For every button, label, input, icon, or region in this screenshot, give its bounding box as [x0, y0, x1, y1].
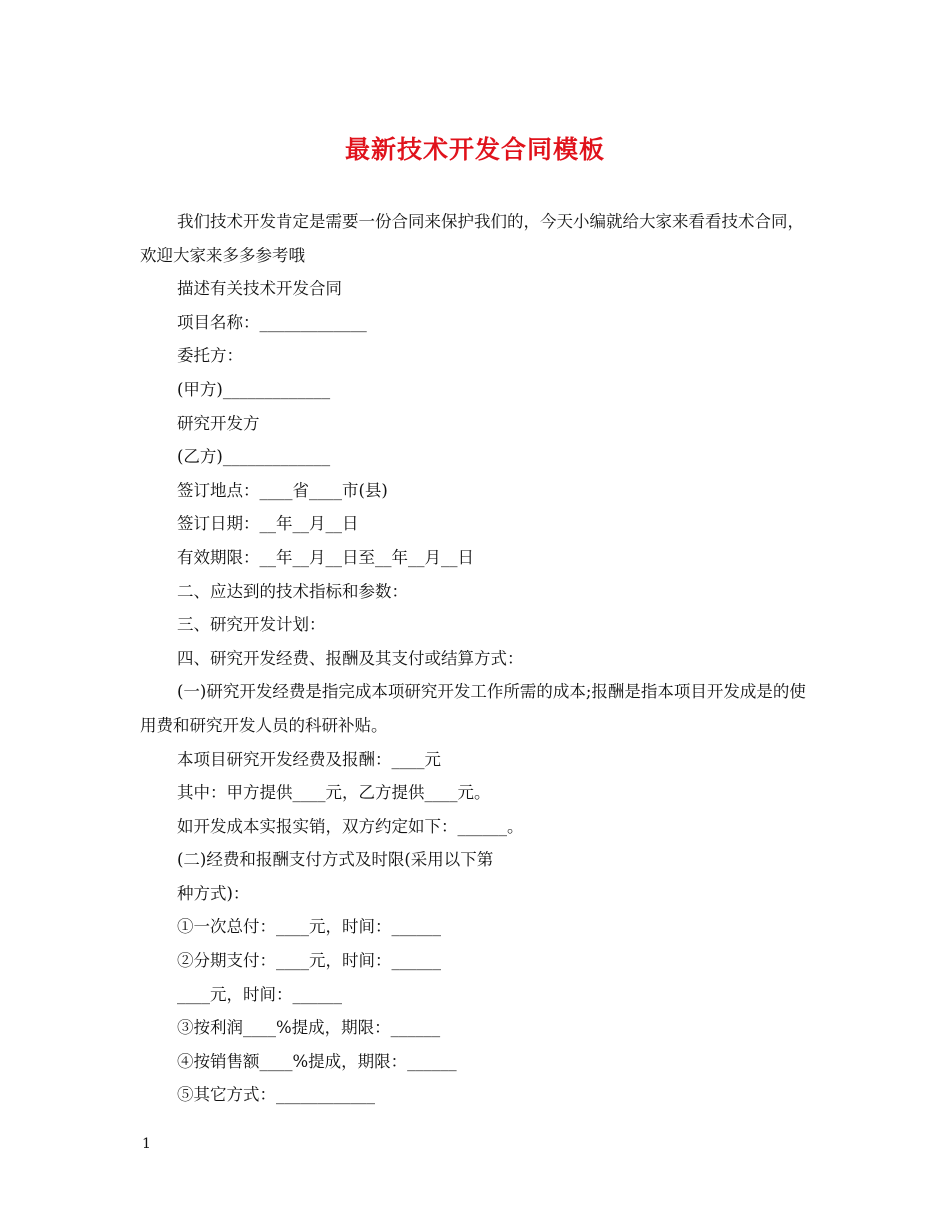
page-number: 1 [142, 1136, 151, 1152]
document-title: 最新技术开发合同模板 [344, 135, 605, 164]
payment-option-2-installment: ____元，时间：______ [177, 984, 342, 1004]
document-body [140, 205, 815, 1112]
funding-split-field: 其中：甲方提供____元，乙方提供____元。 [177, 783, 491, 803]
paragraph-description: 描述有关技术开发合同 [177, 279, 342, 299]
project-name-field: 项目名称：_____________ [177, 312, 367, 332]
funding-total-field: 本项目研究开发经费及报酬：____元 [177, 749, 441, 769]
signing-location-field: 签订地点：____省____市(县) [177, 480, 388, 500]
payment-option-2: ②分期支付：____元，时间：______ [177, 951, 441, 971]
validity-period-field: 有效期限：__年__月__日至__年__月__日 [177, 547, 474, 567]
payment-option-1: ①一次总付：____元，时间：______ [177, 917, 441, 937]
clause-one-text: (一)研究开发经费是指完成本项研究开发工作所需的成本;报酬是指本项目开发成是的使用费和研究开发人员的科研补贴。 [140, 682, 806, 735]
payment-option-5: ⑤其它方式：____________ [177, 1085, 375, 1105]
section-four-heading: 四、研究开发经费、报酬及其支付或结算方式： [177, 648, 524, 668]
paragraph-intro: 我们技术开发肯定是需要一份合同来保护我们的，今天小编就给大家来看看技术合同，欢迎大家来多多参考哦 [140, 212, 804, 265]
party-b-field: (乙方)_____________ [177, 447, 331, 467]
payment-option-4: ④按销售额____%提成，期限：______ [177, 1051, 457, 1071]
section-two-heading: 二、应达到的技术指标和参数： [177, 581, 408, 601]
party-a-field: (甲方)_____________ [177, 379, 331, 399]
clause-two-text: (二)经费和报酬支付方式及时限(采用以下第 [177, 850, 494, 870]
payment-option-3: ③按利润____%提成，期限：______ [177, 1018, 441, 1038]
section-three-heading: 三、研究开发计划： [177, 615, 326, 635]
clause-two-continued: 种方式)： [177, 883, 250, 903]
cost-agreement-field: 如开发成本实报实销，双方约定如下：______。 [177, 816, 524, 836]
developer-label: 研究开发方 [177, 413, 260, 433]
client-label: 委托方： [177, 346, 243, 366]
signing-date-field: 签订日期：__年__月__日 [177, 514, 359, 534]
